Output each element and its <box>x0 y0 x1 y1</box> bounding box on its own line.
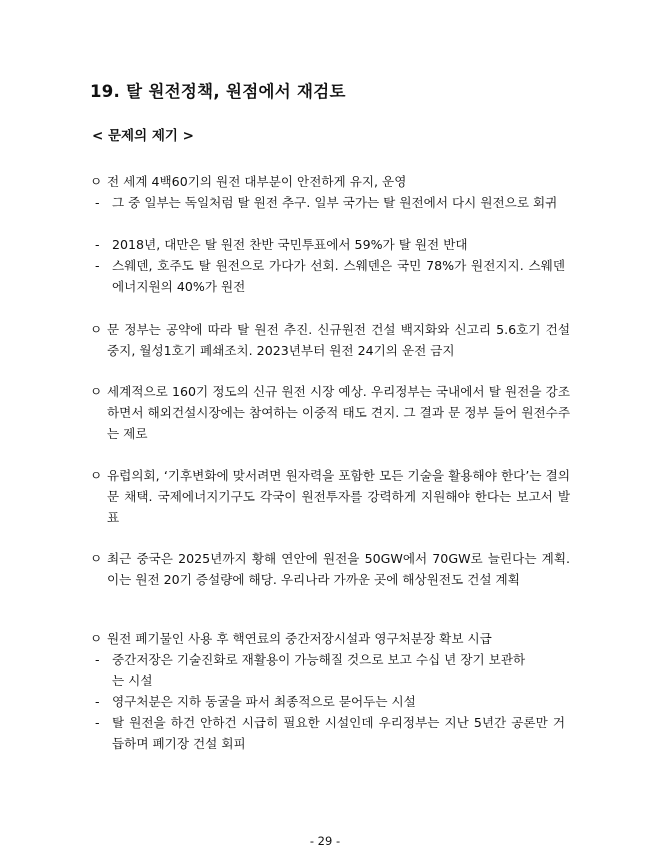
bullet-item <box>90 465 570 528</box>
page-number: - 29 - <box>309 834 341 848</box>
dash-item <box>95 691 565 712</box>
bullet-text: 세계적으로 160기 정도의 신규 원전 시장 예상. 우리정부는 국내에서 탈 원전을 강조하면서 해외건설시장에는 참여하는 이중적 태도 견지. 그 결과 문 정부 들어 원전수주는 제로 <box>107 384 570 441</box>
dash-mark: - <box>95 258 100 273</box>
section-heading: < 문제의 제기 > <box>92 128 194 144</box>
bullet-item <box>90 381 570 444</box>
bullet-mark: ㅇ <box>90 174 103 189</box>
dash-mark: - <box>95 694 100 709</box>
dash-text: 스웨덴, 호주도 탈 원전으로 가다가 선회. 스웨덴은 국민 78%가 원전지지. 스웨덴 에너지원의 40%가 원전 <box>112 258 565 294</box>
bullet-item <box>90 628 570 649</box>
dash-text: 중간저장은 기술진화로 재활용이 가능해질 것으로 보고 수십 년 장기 보관하는 시설 <box>112 652 526 688</box>
bullet-text: 최근 중국은 2025년까지 황해 연안에 원전을 50GW에서 70GW로 늘린다는 계획. 이는 원전 20기 증설량에 해당. 우리나라 가까운 곳에 해상원전도 건설 계획 <box>107 551 570 587</box>
dash-item <box>95 712 565 754</box>
dash-text: 탈 원전을 하건 안하건 시급히 필요한 시설인데 우리정부는 지난 5년간 공론만 거듭하며 폐기장 건설 회피 <box>112 715 565 751</box>
dash-text: 2018년, 대만은 탈 원전 찬반 국민투표에서 59%가 탈 원전 반대 <box>112 237 468 252</box>
dash-item <box>95 649 535 691</box>
bullet-text: 전 세계 4백60기의 원전 대부분이 안전하게 유지, 운영 <box>107 174 407 189</box>
bullet-mark: ㅇ <box>90 631 103 646</box>
bullet-mark: ㅇ <box>90 384 103 399</box>
dash-item <box>95 192 565 213</box>
bullet-item <box>90 319 570 361</box>
dash-item <box>95 255 565 297</box>
bullet-mark: ㅇ <box>90 551 103 566</box>
dash-mark: - <box>95 715 100 730</box>
dash-mark: - <box>95 195 100 210</box>
bullet-text: 유럽의회, ‘기후변화에 맞서려면 원자력을 포함한 모든 기술을 활용해야 한다’는 결의문 채택. 국제에너지기구도 각국이 원전투자를 강력하게 지원해야 한다는 보고서 발표 <box>107 468 570 525</box>
dash-text: 그 중 일부는 독일처럼 탈 원전 추구. 일부 국가는 탈 원전에서 다시 원전으로 회귀 <box>112 195 558 210</box>
bullet-item <box>90 548 570 590</box>
dash-mark: - <box>95 237 100 252</box>
dash-item <box>95 234 565 255</box>
bullet-text: 문 정부는 공약에 따라 탈 원전 추진. 신규원전 건설 백지화와 신고리 5.6호기 건설 중지, 월성1호기 폐쇄조치. 2023년부터 원전 24기의 운전 금지 <box>107 322 570 358</box>
bullet-mark: ㅇ <box>90 468 103 483</box>
dash-text: 영구처분은 지하 동굴을 파서 최종적으로 묻어두는 시설 <box>112 694 416 709</box>
page-title: 19. 탈 원전정책, 원점에서 재검토 <box>90 82 346 101</box>
bullet-text: 원전 폐기물인 사용 후 핵연료의 중간저장시설과 영구처분장 확보 시급 <box>107 631 492 646</box>
bullet-mark: ㅇ <box>90 322 103 337</box>
bullet-item <box>90 171 570 192</box>
dash-mark: - <box>95 652 100 667</box>
